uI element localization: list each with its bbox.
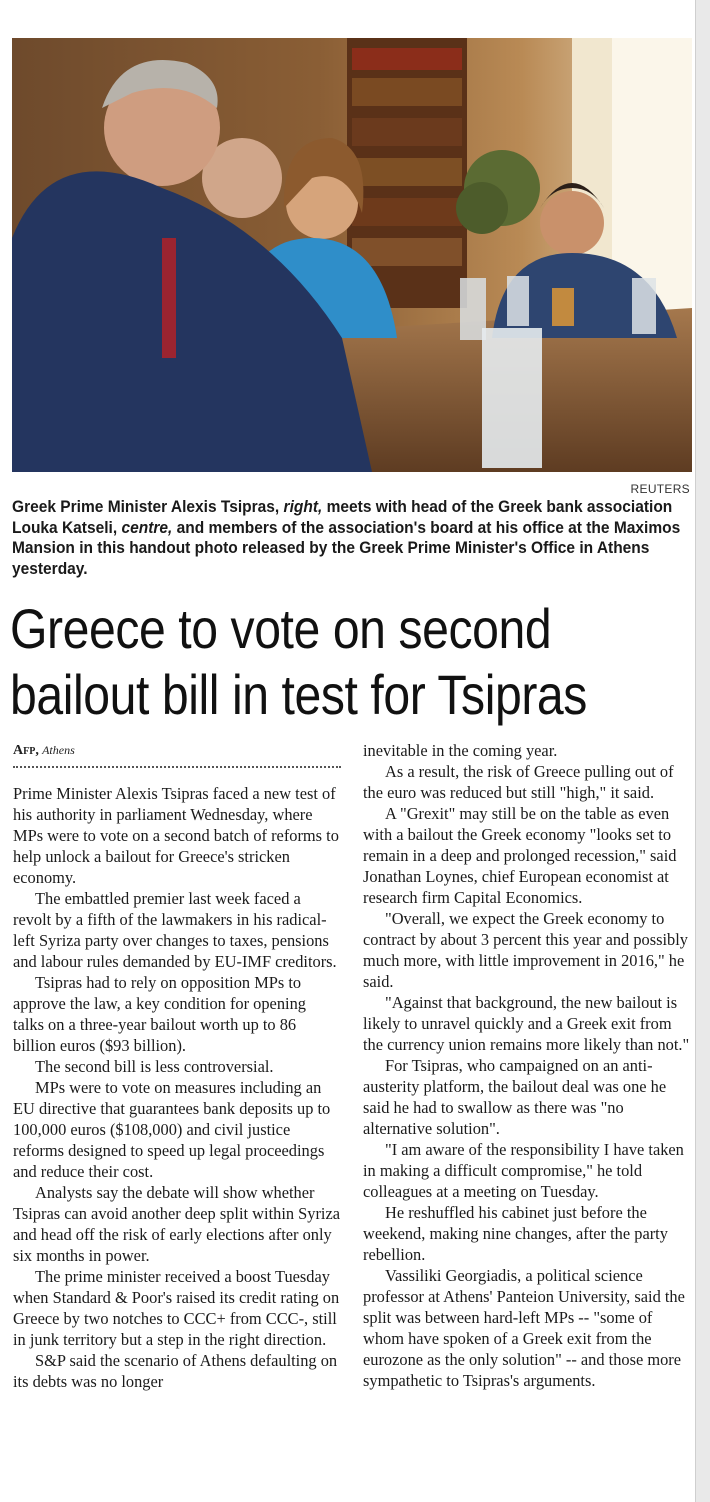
byline-divider (13, 766, 341, 768)
paragraph: S&P said the scenario of Athens defaulting on its debts was no longer (13, 1351, 338, 1391)
photo-caption (12, 497, 693, 579)
page-edge-rule (695, 0, 710, 1502)
paragraph: Tsipras had to rely on opposition MPs to approve the law, a key condition for opening talks on a three-year bailout worth up to 86 billion euros ($93 billion). (13, 973, 306, 1055)
meeting-photo-illustration (12, 38, 692, 472)
caption-text-3: and members of the association's board at his office at the Maximos Mansion in this handout photo released by the Greek Prime Minister's Office in Athens yesterday. (12, 518, 681, 578)
article-column-2 (363, 740, 691, 1391)
paragraph: The embattled premier last week faced a revolt by a fifth of the lawmakers in his radical-left Syriza party over changes to taxes, pensions and labour rules demanded by EU-IMF creditors. (13, 889, 337, 971)
caption-text-1: Greek Prime Minister Alexis Tsipras, (12, 498, 284, 516)
news-photo (12, 38, 692, 472)
photo-credit: REUTERS (630, 482, 690, 496)
paragraph: Prime Minister Alexis Tsipras faced a new test of his authority in parliament Wednesday, where MPs were to vote on a second batch of reforms to help unlock a bailout for Greece's stricken economy. (13, 784, 339, 887)
article-headline: Greece to vote on second bailout bill in test for Tsipras (10, 597, 587, 726)
paragraph: MPs were to vote on measures including an EU directive that guarantees bank deposits up to 100,000 euros ($108,000) and civil justice reforms designed to speed up legal proceedings and reduce their cost. (13, 1078, 331, 1181)
caption-italic-centre: centre, (121, 518, 173, 537)
paragraph: "Overall, we expect the Greek economy to contract by about 3 percent this year and possibly much more, with little improvement in 2016," he said. (363, 909, 688, 991)
byline-agency: Afp, (13, 743, 39, 758)
caption-italic-right: right, (283, 498, 323, 516)
paragraph: The second bill is less controversial. (35, 1057, 274, 1076)
paragraph: The prime minister received a boost Tuesday when Standard & Poor's raised its credit rating on Greece by two notches to CCC+ from CCC-, still in junk territory but a step in the right direction. (13, 1267, 340, 1349)
paragraph: inevitable in the coming year. (363, 741, 558, 760)
paragraph: "I am aware of the responsibility I have taken in making a difficult compromise," he told colleagues at a meeting on Tuesday. (363, 1140, 684, 1201)
paragraph: For Tsipras, who campaigned on an anti-austerity platform, the bailout deal was one he said he had to swallow as there was "no alternative solution". (363, 1056, 667, 1138)
article-column-1 (13, 783, 341, 1392)
paragraph: A "Grexit" may still be on the table as even with a bailout the Greek economy "looks set to remain in a deep and prolonged recession," said Jonathan Loynes, chief European economist at research firm Capital Economics. (363, 804, 677, 907)
article-byline (13, 742, 75, 759)
paragraph: As a result, the risk of Greece pulling out of the euro was reduced but still "high," it said. (363, 762, 674, 802)
caption-text-2: meets with head of the Greek bank association Louka Katseli, (12, 498, 673, 537)
paragraph: He reshuffled his cabinet just before the weekend, making nine changes, after the party rebellion. (363, 1203, 668, 1264)
byline-city: Athens (42, 743, 75, 757)
paragraph: Vassiliki Georgiadis, a political science professor at Athens' Panteion University, said the split was between hard-left MPs -- "some of whom have spoken of a Greek exit from the eurozone as the only solution" -- and those more sympathetic to Tsipras's arguments. (363, 1266, 685, 1390)
paragraph: "Against that background, the new bailout is likely to unravel quickly and a Greek exit from the currency union remains more likely than not." (363, 993, 690, 1054)
paragraph: Analysts say the debate will show whether Tsipras can avoid another deep split within Syriza and head off the risk of early elections after only six months in power. (13, 1183, 341, 1265)
